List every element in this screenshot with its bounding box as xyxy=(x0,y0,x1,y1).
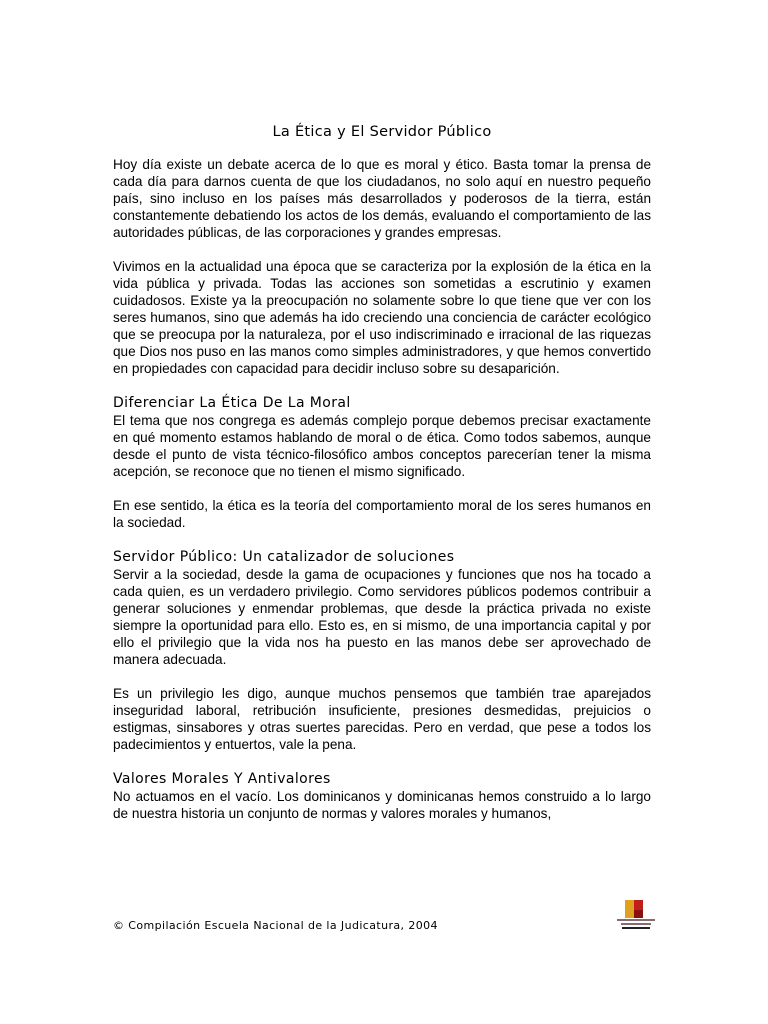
logo-wordmark-line xyxy=(622,927,650,929)
logo-wordmark-line xyxy=(617,919,655,921)
paragraph: No actuamos en el vacío. Los dominicanos y dominicanas hemos construido a lo largo de nuestra historia un conjunto de normas y valores morales y humanos, xyxy=(113,789,651,821)
paragraph: Vivimos en la actualidad una época que se caracteriza por la explosión de la ética en la vida pública y privada. Todas las acciones son sometidas a escrutinio y examen cuidadosos. Existe ya la preocupación no solamente sobre lo que tiene que ver con los seres humanos, sino que además ha ido creciendo una conciencia de carácter ecológico que se preocupa por la naturaleza, por el uso indiscriminado e irracional de las riquezas que Dios nos puso en las manos como simples administradores, y que hemos convertido en propiedades con capacidad para decidir incluso sobre su desaparición. xyxy=(113,259,651,376)
judicatura-logo xyxy=(617,900,655,934)
logo-wordmark-line xyxy=(621,923,651,925)
section-heading: Diferenciar La Ética De La Moral xyxy=(113,395,351,411)
section-heading: Valores Morales Y Antivalores xyxy=(113,771,331,787)
page-title: La Ética y El Servidor Público xyxy=(272,124,492,140)
paragraph: Servir a la sociedad, desde la gama de ocupaciones y funciones que nos ha tocado a cada quien, es un verdadero privilegio. Como servidores públicos podemos contribuir a generar soluciones y enmendar problemas, que desde la práctica privada no existe siempre la oportunidad para ello. Esto es, en si mismo, de una importancia capital y por ello el privilegio que la vida nos ha puesto en las manos debe ser aprovechado de manera adecuada. xyxy=(113,567,651,667)
section-heading: Servidor Público: Un catalizador de soluciones xyxy=(113,549,455,565)
logo-emblem-icon xyxy=(625,900,643,918)
paragraph: El tema que nos congrega es además complejo porque debemos precisar exactamente en qué momento estamos hablando de moral o de ética. Como todos sabemos, aunque desde el punto de vista técnico-filosófico ambos conceptos parecerían tener la misma acepción, se reconoce que no tienen el mismo significado. xyxy=(113,413,651,479)
paragraph: Hoy día existe un debate acerca de lo que es moral y ético. Basta tomar la prensa de cada día para darnos cuenta de que los ciudadanos, no solo aquí en nuestro pequeño país, sino incluso en los países más desarrollados y poderosos de la tierra, están constantemente debatiendo los actos de los demás, evaluando el comportamiento de las autoridades públicas, de las corporaciones y grandes empresas. xyxy=(113,157,651,240)
paragraph: En ese sentido, la ética es la teoría del comportamiento moral de los seres humanos en la sociedad. xyxy=(113,498,651,530)
footer-copyright: © Compilación Escuela Nacional de la Judicatura, 2004 xyxy=(113,919,438,932)
document-page xyxy=(113,124,651,839)
logo-wordmark xyxy=(617,919,655,931)
paragraph: Es un privilegio les digo, aunque muchos pensemos que también trae aparejados inseguridad laboral, retribución insuficiente, presiones desmedidas, prejuicios o estigmas, sinsabores y otras suertes parecidas. Pero en verdad, que pese a todos los padecimientos y entuertos, vale la pena. xyxy=(113,686,651,752)
